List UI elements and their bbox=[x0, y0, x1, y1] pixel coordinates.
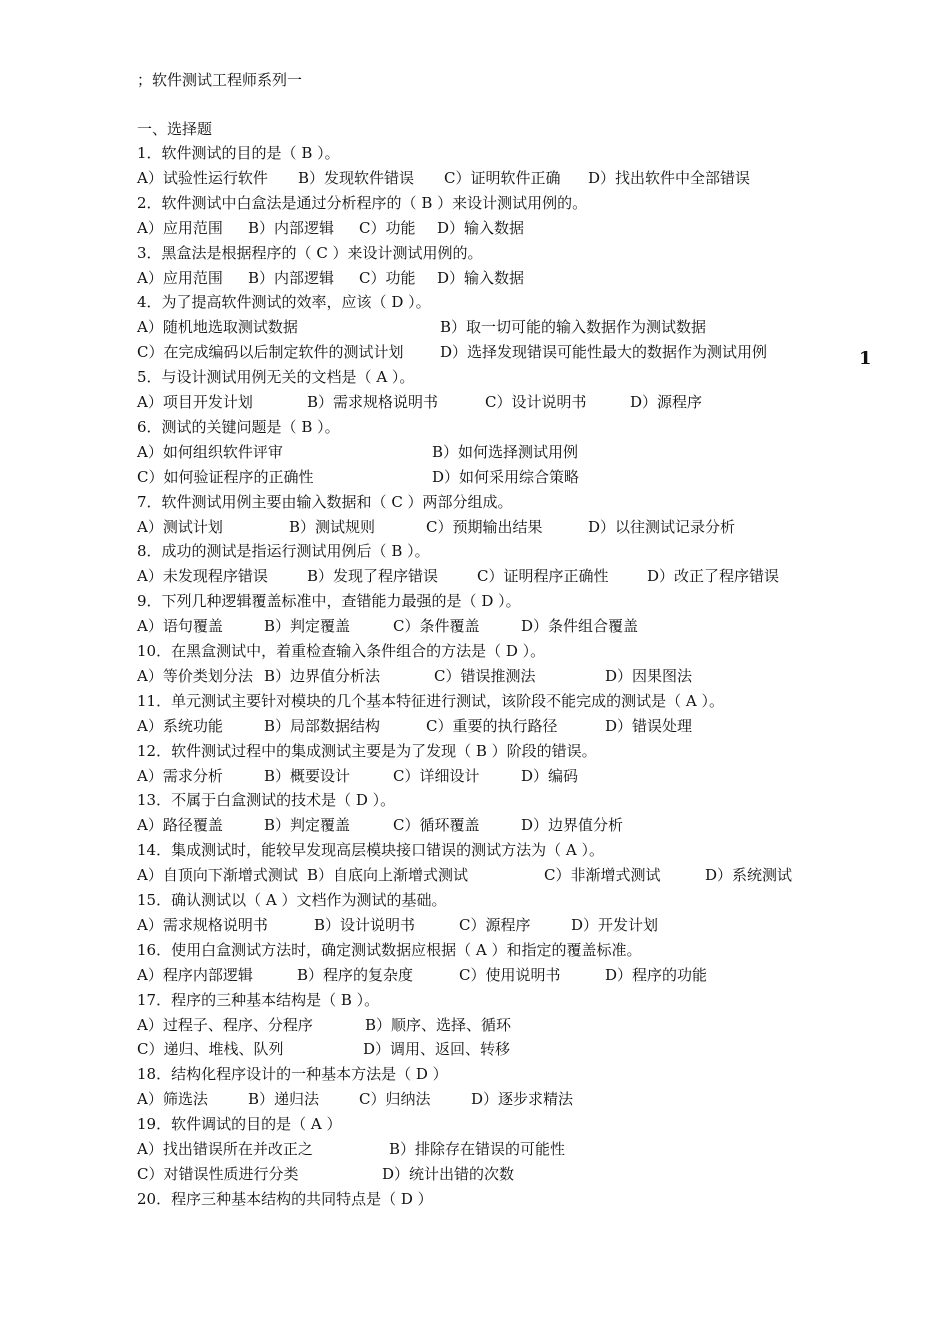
option-text: D）调用、返回、转移 bbox=[363, 1040, 511, 1059]
option-text: C）使用说明书 bbox=[459, 965, 561, 984]
section-heading: 一、选择题 bbox=[137, 120, 213, 138]
question-text: 8．成功的测试是指运行测试用例后（ B ）。 bbox=[137, 542, 430, 561]
option-text: D）统计出错的次数 bbox=[382, 1164, 515, 1183]
option-text: D）因果图法 bbox=[605, 666, 693, 685]
option-text: A）应用范围 bbox=[137, 268, 223, 287]
question-text: 14．集成测试时，能较早发现高层模块接口错误的测试方法为（ A ）。 bbox=[137, 841, 604, 860]
option-text: B）判定覆盖 bbox=[264, 617, 351, 636]
option-text: D）输入数据 bbox=[437, 218, 525, 237]
option-text: C）对错误性质进行分类 bbox=[137, 1164, 299, 1183]
option-text: B）内部逻辑 bbox=[248, 218, 335, 237]
question-text: 10．在黑盒测试中，着重检查输入条件组合的方法是（ D ）。 bbox=[137, 642, 546, 660]
option-text: A）找出错误所在并改正之 bbox=[137, 1140, 313, 1158]
option-text: A）如何组织软件评审 bbox=[137, 442, 283, 461]
option-text: B）顺序、选择、循环 bbox=[365, 1015, 512, 1034]
question-text: 17．程序的三种基本结构是（ B ）。 bbox=[137, 990, 380, 1009]
option-text: D）编码 bbox=[521, 766, 579, 785]
option-text: A）项目开发计划 bbox=[137, 393, 253, 411]
option-text: D）以往测试记录分析 bbox=[588, 517, 736, 536]
option-text: B）自底向上渐增式测试 bbox=[307, 866, 469, 885]
question-text: 18．结构化程序设计的一种基本方法是（ D ） bbox=[137, 1065, 448, 1084]
question-text: 6．测试的关键问题是（ B ）。 bbox=[137, 417, 340, 436]
option-text: A）过程子、程序、分程序 bbox=[137, 1015, 313, 1034]
question-text: 20．程序三种基本结构的共同特点是（ D ） bbox=[137, 1189, 433, 1208]
question-text: 3．黑盒法是根据程序的（ C ）来设计测试用例的。 bbox=[137, 243, 483, 262]
option-text: A）测试计划 bbox=[137, 517, 223, 536]
option-text: D）找出软件中全部错误 bbox=[588, 168, 751, 187]
option-text: C）设计说明书 bbox=[485, 393, 587, 411]
option-text: B）排除存在错误的可能性 bbox=[389, 1140, 566, 1158]
option-text: A）自顶向下渐增式测试 bbox=[137, 866, 298, 885]
option-text: D）开发计划 bbox=[571, 915, 659, 934]
option-text: C）在完成编码以后制定软件的测试计划 bbox=[137, 343, 404, 362]
option-text: D）系统测试 bbox=[705, 866, 793, 885]
question-text: 11．单元测试主要针对模块的几个基本特征进行测试，该阶段不能完成的测试是（ A ）。 bbox=[137, 691, 724, 710]
question-text: 7．软件测试用例主要由输入数据和（ C ）两部分组成。 bbox=[137, 492, 513, 511]
option-text: C）非渐增式测试 bbox=[544, 866, 661, 885]
option-text: C）功能 bbox=[359, 218, 416, 237]
option-text: D）逐步求精法 bbox=[471, 1090, 574, 1109]
option-text: C）归纳法 bbox=[359, 1090, 431, 1109]
option-text: A）未发现程序错误 bbox=[137, 567, 268, 586]
option-text: A）应用范围 bbox=[137, 218, 223, 237]
option-text: A）筛选法 bbox=[137, 1090, 208, 1109]
option-text: C）循环覆盖 bbox=[393, 816, 480, 835]
option-text: A）语句覆盖 bbox=[137, 617, 223, 636]
option-text: D）输入数据 bbox=[437, 268, 525, 287]
question-text: 4．为了提高软件测试的效率，应该（ D ）。 bbox=[137, 293, 431, 312]
option-text: C）详细设计 bbox=[393, 766, 480, 785]
option-text: B）测试规则 bbox=[289, 517, 376, 536]
option-text: A）程序内部逻辑 bbox=[137, 965, 253, 984]
option-text: B）设计说明书 bbox=[314, 915, 416, 934]
option-text: D）选择发现错误可能性最大的数据作为测试用例 bbox=[440, 343, 768, 362]
question-text: 19．软件调试的目的是（ A ） bbox=[137, 1115, 342, 1134]
option-text: C）功能 bbox=[359, 268, 416, 287]
option-text: D）如何采用综合策略 bbox=[432, 467, 580, 486]
option-text: A）需求分析 bbox=[137, 766, 223, 785]
question-text: 2．软件测试中白盒法是通过分析程序的（ B ）来设计测试用例的。 bbox=[137, 193, 588, 212]
option-text: B）局部数据结构 bbox=[264, 716, 381, 735]
question-text: 1．软件测试的目的是（ B ）。 bbox=[137, 144, 340, 162]
option-text: C）条件覆盖 bbox=[393, 617, 480, 636]
option-text: A）需求规格说明书 bbox=[137, 915, 268, 934]
option-text: D）错误处理 bbox=[605, 716, 693, 735]
option-text: B）发现软件错误 bbox=[298, 168, 415, 187]
option-text: D）源程序 bbox=[630, 393, 703, 411]
option-text: D）边界值分析 bbox=[521, 816, 624, 835]
option-text: C）证明软件正确 bbox=[444, 168, 561, 187]
option-text: C）错误推测法 bbox=[434, 666, 536, 685]
option-text: B）取一切可能的输入数据作为测试数据 bbox=[440, 318, 707, 337]
option-text: A）随机地选取测试数据 bbox=[137, 318, 298, 337]
option-text: B）内部逻辑 bbox=[248, 268, 335, 287]
question-text: 15．确认测试以（ A ）文档作为测试的基础。 bbox=[137, 891, 447, 909]
option-text: C）递归、堆栈、队列 bbox=[137, 1040, 284, 1059]
option-text: D）条件组合覆盖 bbox=[521, 617, 639, 636]
option-text: B）需求规格说明书 bbox=[307, 393, 439, 411]
option-text: D）改正了程序错误 bbox=[647, 567, 780, 586]
option-text: A）系统功能 bbox=[137, 716, 223, 735]
question-text: 13．不属于白盒测试的技术是（ D ）。 bbox=[137, 791, 396, 810]
option-text: B）判定覆盖 bbox=[264, 816, 351, 835]
option-text: B）递归法 bbox=[248, 1090, 320, 1109]
question-text: 9．下列几种逻辑覆盖标准中，查错能力最强的是（ D ）。 bbox=[137, 592, 521, 611]
option-text: B）发现了程序错误 bbox=[307, 567, 439, 586]
option-text: D）程序的功能 bbox=[605, 965, 708, 984]
question-text: 16．使用白盒测试方法时，确定测试数据应根据（ A ）和指定的覆盖标准。 bbox=[137, 940, 642, 959]
option-text: B）如何选择测试用例 bbox=[432, 442, 579, 461]
option-text: B）程序的复杂度 bbox=[297, 965, 414, 984]
option-text: B）概要设计 bbox=[264, 766, 351, 785]
document-title: ；软件测试工程师系列一 bbox=[137, 71, 303, 89]
option-text: C）证明程序正确性 bbox=[477, 567, 609, 586]
question-text: 12．软件测试过程中的集成测试主要是为了发现（ B ）阶段的错误。 bbox=[137, 741, 597, 760]
option-text: A）路径覆盖 bbox=[137, 816, 223, 835]
option-text: C）如何验证程序的正确性 bbox=[137, 467, 314, 486]
option-text: C）重要的执行路径 bbox=[426, 716, 558, 735]
option-text: A）试验性运行软件 bbox=[137, 168, 268, 187]
option-text: C）预期输出结果 bbox=[426, 517, 543, 536]
page-number: 1 bbox=[859, 348, 872, 369]
option-text: B）边界值分析法 bbox=[264, 666, 381, 685]
option-text: C）源程序 bbox=[459, 915, 531, 934]
question-text: 5．与设计测试用例无关的文档是（ A ）。 bbox=[137, 368, 415, 387]
option-text: A）等价类划分法 bbox=[137, 666, 253, 685]
